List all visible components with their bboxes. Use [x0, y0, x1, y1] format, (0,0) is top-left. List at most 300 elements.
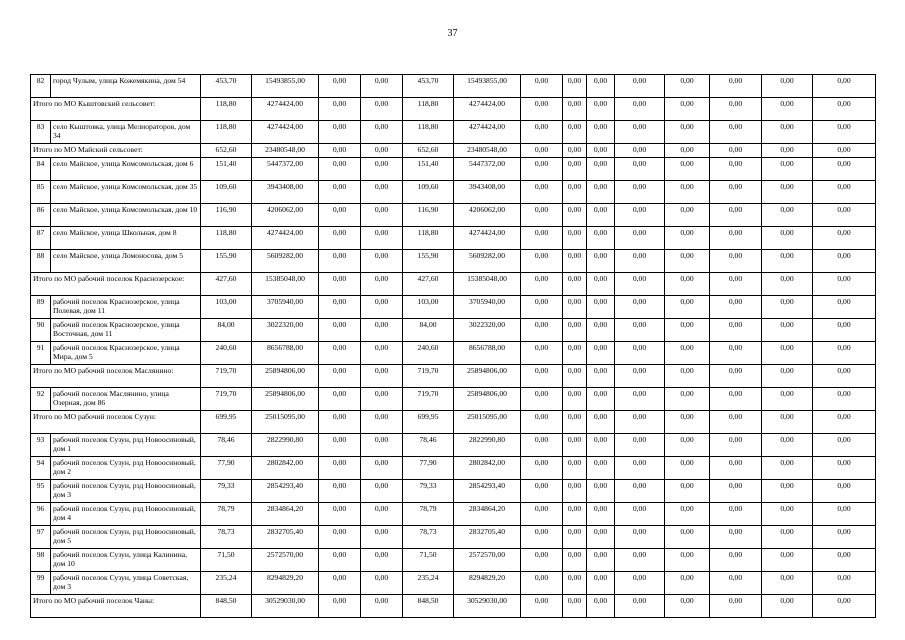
row-number: 98 — [31, 549, 51, 572]
value-cell: 0,00 — [361, 227, 403, 250]
value-cell: 235,24 — [201, 572, 252, 595]
value-cell: 0,00 — [319, 526, 361, 549]
value-cell: 0,00 — [665, 296, 710, 319]
value-cell: 0,00 — [665, 227, 710, 250]
value-cell: 652,60 — [403, 144, 454, 158]
value-cell: 0,00 — [563, 98, 587, 121]
value-cell: 155,90 — [201, 250, 252, 273]
value-cell: 0,00 — [665, 480, 710, 503]
value-cell: 0,00 — [615, 434, 665, 457]
value-cell: 0,00 — [587, 365, 615, 388]
value-cell: 0,00 — [319, 388, 361, 411]
value-cell: 0,00 — [361, 503, 403, 526]
value-cell: 0,00 — [665, 204, 710, 227]
table-row — [31, 388, 876, 411]
value-cell: 0,00 — [361, 595, 403, 618]
value-cell: 30529030,00 — [252, 595, 319, 618]
value-cell: 0,00 — [587, 158, 615, 181]
value-cell: 0,00 — [615, 296, 665, 319]
value-cell: 0,00 — [665, 365, 710, 388]
value-cell: 4274424,00 — [252, 227, 319, 250]
value-cell: 0,00 — [563, 273, 587, 296]
value-cell: 0,00 — [521, 342, 563, 365]
row-number: 95 — [31, 480, 51, 503]
address-cell: рабочий поселок Краснозерское, улица Полевая, дом 11 — [51, 296, 201, 319]
value-cell: 0,00 — [710, 296, 762, 319]
value-cell: 4274424,00 — [454, 98, 521, 121]
address-cell: рабочий поселок Сузун, рзд Новоосиновый, дом 1 — [51, 434, 201, 457]
value-cell: 699,95 — [201, 411, 252, 434]
value-cell: 3943408,00 — [454, 181, 521, 204]
table-row — [31, 549, 876, 572]
value-cell: 151,40 — [403, 158, 454, 181]
value-cell: 2854293,40 — [454, 480, 521, 503]
value-cell: 427,60 — [403, 273, 454, 296]
value-cell: 0,00 — [762, 365, 813, 388]
value-cell: 2854293,40 — [252, 480, 319, 503]
value-cell: 0,00 — [813, 411, 876, 434]
value-cell: 4274424,00 — [252, 121, 319, 144]
value-cell: 848,50 — [201, 595, 252, 618]
value-cell: 0,00 — [615, 457, 665, 480]
value-cell: 0,00 — [521, 204, 563, 227]
value-cell: 0,00 — [665, 342, 710, 365]
address-cell: село Майское, улица Комсомольская, дом 35 — [51, 181, 201, 204]
value-cell: 8294829,20 — [252, 572, 319, 595]
value-cell: 0,00 — [665, 144, 710, 158]
value-cell: 0,00 — [615, 411, 665, 434]
value-cell: 0,00 — [615, 121, 665, 144]
value-cell: 0,00 — [521, 457, 563, 480]
value-cell: 0,00 — [319, 342, 361, 365]
row-number: 97 — [31, 526, 51, 549]
value-cell: 0,00 — [361, 549, 403, 572]
address-cell: рабочий поселок Сузун, улица Калинина, дом 10 — [51, 549, 201, 572]
subtotal-label: Итого по МО рабочий поселок Чаны: — [31, 595, 201, 618]
value-cell: 0,00 — [361, 158, 403, 181]
value-cell: 0,00 — [615, 250, 665, 273]
table-body — [31, 75, 876, 618]
value-cell: 3705940,00 — [454, 296, 521, 319]
value-cell: 719,70 — [403, 365, 454, 388]
value-cell: 0,00 — [361, 250, 403, 273]
value-cell: 240,60 — [403, 342, 454, 365]
value-cell: 0,00 — [521, 365, 563, 388]
value-cell: 0,00 — [762, 480, 813, 503]
value-cell: 0,00 — [319, 227, 361, 250]
subtotal-label: Итого по МО Майский сельсовет: — [31, 144, 201, 158]
value-cell: 0,00 — [813, 457, 876, 480]
value-cell: 0,00 — [762, 595, 813, 618]
value-cell: 118,80 — [403, 98, 454, 121]
value-cell: 0,00 — [563, 388, 587, 411]
value-cell: 0,00 — [762, 250, 813, 273]
row-number: 85 — [31, 181, 51, 204]
row-number: 84 — [31, 158, 51, 181]
value-cell: 0,00 — [319, 158, 361, 181]
value-cell: 0,00 — [563, 457, 587, 480]
value-cell: 0,00 — [710, 434, 762, 457]
value-cell: 71,50 — [201, 549, 252, 572]
value-cell: 0,00 — [587, 181, 615, 204]
value-cell: 0,00 — [615, 204, 665, 227]
value-cell: 0,00 — [319, 121, 361, 144]
value-cell: 0,00 — [813, 273, 876, 296]
table-row — [31, 457, 876, 480]
table-row — [31, 434, 876, 457]
table-row — [31, 158, 876, 181]
address-cell: рабочий поселок Сузун, рзд Новоосиновый, дом 2 — [51, 457, 201, 480]
value-cell: 2832705,40 — [252, 526, 319, 549]
value-cell: 848,50 — [403, 595, 454, 618]
value-cell: 0,00 — [319, 457, 361, 480]
value-cell: 3022320,00 — [454, 319, 521, 342]
value-cell: 15385048,00 — [252, 273, 319, 296]
value-cell: 0,00 — [361, 480, 403, 503]
subtotal-row — [31, 411, 876, 434]
value-cell: 0,00 — [563, 250, 587, 273]
value-cell: 0,00 — [319, 319, 361, 342]
value-cell: 109,60 — [201, 181, 252, 204]
value-cell: 118,80 — [201, 98, 252, 121]
value-cell: 0,00 — [521, 411, 563, 434]
value-cell: 103,00 — [403, 296, 454, 319]
value-cell: 0,00 — [665, 121, 710, 144]
value-cell: 25015095,00 — [252, 411, 319, 434]
value-cell: 0,00 — [710, 144, 762, 158]
subtotal-row — [31, 98, 876, 121]
value-cell: 0,00 — [813, 181, 876, 204]
value-cell: 240,60 — [201, 342, 252, 365]
value-cell: 0,00 — [710, 457, 762, 480]
value-cell: 0,00 — [319, 296, 361, 319]
table-row — [31, 526, 876, 549]
value-cell: 151,40 — [201, 158, 252, 181]
address-cell: рабочий поселок Сузун, рзд Новоосиновый, дом 5 — [51, 526, 201, 549]
value-cell: 4274424,00 — [454, 227, 521, 250]
value-cell: 0,00 — [587, 526, 615, 549]
value-cell: 0,00 — [813, 434, 876, 457]
value-cell: 0,00 — [587, 595, 615, 618]
value-cell: 0,00 — [563, 181, 587, 204]
subtotal-label: Итого по МО рабочий поселок Маслянино: — [31, 365, 201, 388]
value-cell: 79,33 — [201, 480, 252, 503]
value-cell: 3943408,00 — [252, 181, 319, 204]
value-cell: 15493855,00 — [454, 75, 521, 98]
value-cell: 0,00 — [319, 250, 361, 273]
value-cell: 0,00 — [587, 250, 615, 273]
value-cell: 0,00 — [710, 388, 762, 411]
value-cell: 0,00 — [710, 181, 762, 204]
value-cell: 0,00 — [710, 342, 762, 365]
value-cell: 0,00 — [587, 549, 615, 572]
value-cell: 0,00 — [361, 296, 403, 319]
value-cell: 0,00 — [710, 549, 762, 572]
value-cell: 0,00 — [563, 319, 587, 342]
value-cell: 0,00 — [665, 595, 710, 618]
value-cell: 0,00 — [762, 98, 813, 121]
value-cell: 0,00 — [762, 572, 813, 595]
address-cell: город Чулым, улица Кожемякина, дом 54 — [51, 75, 201, 98]
table-row — [31, 503, 876, 526]
value-cell: 0,00 — [587, 227, 615, 250]
value-cell: 652,60 — [201, 144, 252, 158]
subtotal-label: Итого по МО рабочий поселок Краснозерское: — [31, 273, 201, 296]
value-cell: 0,00 — [710, 75, 762, 98]
address-cell: село Майское, улица Ломоносова, дом 5 — [51, 250, 201, 273]
value-cell: 0,00 — [521, 158, 563, 181]
value-cell: 0,00 — [563, 227, 587, 250]
value-cell: 0,00 — [665, 158, 710, 181]
table-row — [31, 480, 876, 503]
table-row — [31, 250, 876, 273]
value-cell: 0,00 — [762, 457, 813, 480]
value-cell: 0,00 — [587, 572, 615, 595]
value-cell: 8656788,00 — [252, 342, 319, 365]
value-cell: 0,00 — [521, 480, 563, 503]
value-cell: 0,00 — [361, 572, 403, 595]
value-cell: 0,00 — [587, 98, 615, 121]
value-cell: 0,00 — [563, 296, 587, 319]
value-cell: 0,00 — [361, 434, 403, 457]
value-cell: 0,00 — [710, 526, 762, 549]
value-cell: 0,00 — [615, 342, 665, 365]
value-cell: 4274424,00 — [252, 98, 319, 121]
value-cell: 0,00 — [587, 434, 615, 457]
value-cell: 0,00 — [521, 319, 563, 342]
value-cell: 235,24 — [403, 572, 454, 595]
row-number: 88 — [31, 250, 51, 273]
value-cell: 0,00 — [813, 227, 876, 250]
value-cell: 118,80 — [201, 121, 252, 144]
value-cell: 0,00 — [813, 319, 876, 342]
value-cell: 0,00 — [813, 549, 876, 572]
value-cell: 8294829,20 — [454, 572, 521, 595]
value-cell: 25894806,00 — [454, 388, 521, 411]
value-cell: 0,00 — [762, 434, 813, 457]
value-cell: 0,00 — [563, 572, 587, 595]
value-cell: 78,73 — [403, 526, 454, 549]
value-cell: 0,00 — [813, 388, 876, 411]
value-cell: 25894806,00 — [252, 365, 319, 388]
row-number: 94 — [31, 457, 51, 480]
table-row — [31, 181, 876, 204]
value-cell: 2834864,20 — [454, 503, 521, 526]
value-cell: 0,00 — [665, 434, 710, 457]
value-cell: 0,00 — [813, 98, 876, 121]
value-cell: 0,00 — [813, 250, 876, 273]
value-cell: 0,00 — [587, 273, 615, 296]
value-cell: 0,00 — [710, 204, 762, 227]
value-cell: 0,00 — [813, 75, 876, 98]
value-cell: 453,70 — [201, 75, 252, 98]
value-cell: 25015095,00 — [454, 411, 521, 434]
value-cell: 5447372,00 — [454, 158, 521, 181]
value-cell: 23480548,00 — [252, 144, 319, 158]
value-cell: 0,00 — [665, 273, 710, 296]
value-cell: 0,00 — [563, 144, 587, 158]
value-cell: 15493855,00 — [252, 75, 319, 98]
value-cell: 0,00 — [762, 273, 813, 296]
table-row — [31, 296, 876, 319]
value-cell: 0,00 — [762, 342, 813, 365]
value-cell: 103,00 — [201, 296, 252, 319]
value-cell: 0,00 — [319, 572, 361, 595]
value-cell: 0,00 — [615, 273, 665, 296]
value-cell: 0,00 — [665, 75, 710, 98]
value-cell: 0,00 — [563, 503, 587, 526]
value-cell: 719,70 — [403, 388, 454, 411]
value-cell: 0,00 — [361, 319, 403, 342]
subtotal-row — [31, 273, 876, 296]
value-cell: 0,00 — [710, 503, 762, 526]
value-cell: 0,00 — [521, 98, 563, 121]
value-cell: 0,00 — [361, 411, 403, 434]
value-cell: 8656788,00 — [454, 342, 521, 365]
subtotal-row — [31, 144, 876, 158]
row-number: 99 — [31, 572, 51, 595]
value-cell: 0,00 — [361, 121, 403, 144]
row-number: 92 — [31, 388, 51, 411]
row-number: 83 — [31, 121, 51, 144]
value-cell: 5609282,00 — [252, 250, 319, 273]
value-cell: 0,00 — [665, 572, 710, 595]
value-cell: 0,00 — [615, 503, 665, 526]
value-cell: 0,00 — [319, 365, 361, 388]
value-cell: 0,00 — [762, 503, 813, 526]
value-cell: 0,00 — [361, 526, 403, 549]
value-cell: 0,00 — [615, 319, 665, 342]
value-cell: 0,00 — [762, 144, 813, 158]
table-row — [31, 75, 876, 98]
value-cell: 0,00 — [615, 365, 665, 388]
value-cell: 699,95 — [403, 411, 454, 434]
value-cell: 0,00 — [521, 121, 563, 144]
row-number: 91 — [31, 342, 51, 365]
value-cell: 0,00 — [563, 480, 587, 503]
value-cell: 78,46 — [403, 434, 454, 457]
value-cell: 0,00 — [587, 121, 615, 144]
value-cell: 0,00 — [563, 204, 587, 227]
value-cell: 0,00 — [813, 572, 876, 595]
value-cell: 0,00 — [521, 296, 563, 319]
value-cell: 0,00 — [615, 158, 665, 181]
value-cell: 0,00 — [563, 526, 587, 549]
value-cell: 0,00 — [521, 181, 563, 204]
value-cell: 0,00 — [319, 503, 361, 526]
value-cell: 84,00 — [201, 319, 252, 342]
value-cell: 0,00 — [762, 204, 813, 227]
value-cell: 0,00 — [762, 388, 813, 411]
value-cell: 77,90 — [403, 457, 454, 480]
value-cell: 0,00 — [361, 273, 403, 296]
value-cell: 0,00 — [665, 98, 710, 121]
value-cell: 0,00 — [319, 595, 361, 618]
value-cell: 0,00 — [521, 273, 563, 296]
value-cell: 0,00 — [615, 98, 665, 121]
value-cell: 0,00 — [710, 250, 762, 273]
value-cell: 0,00 — [615, 227, 665, 250]
value-cell: 0,00 — [587, 144, 615, 158]
value-cell: 0,00 — [710, 319, 762, 342]
value-cell: 0,00 — [319, 98, 361, 121]
value-cell: 0,00 — [813, 296, 876, 319]
value-cell: 0,00 — [813, 365, 876, 388]
value-cell: 116,90 — [403, 204, 454, 227]
value-cell: 0,00 — [563, 434, 587, 457]
value-cell: 0,00 — [615, 75, 665, 98]
value-cell: 0,00 — [319, 181, 361, 204]
value-cell: 0,00 — [361, 457, 403, 480]
value-cell: 0,00 — [710, 365, 762, 388]
value-cell: 0,00 — [813, 204, 876, 227]
address-cell: рабочий поселок Сузун, улица Советская, дом 3 — [51, 572, 201, 595]
value-cell: 109,60 — [403, 181, 454, 204]
value-cell: 0,00 — [563, 365, 587, 388]
value-cell: 427,60 — [201, 273, 252, 296]
row-number: 89 — [31, 296, 51, 319]
value-cell: 0,00 — [361, 204, 403, 227]
value-cell: 0,00 — [361, 98, 403, 121]
value-cell: 0,00 — [563, 121, 587, 144]
value-cell: 71,50 — [403, 549, 454, 572]
value-cell: 0,00 — [563, 75, 587, 98]
subtotal-label: Итого по МО рабочий поселок Сузун: — [31, 411, 201, 434]
value-cell: 0,00 — [665, 411, 710, 434]
value-cell: 0,00 — [710, 572, 762, 595]
row-number: 90 — [31, 319, 51, 342]
value-cell: 25894806,00 — [454, 365, 521, 388]
subtotal-label: Итого по МО Кыштовский сельсовет: — [31, 98, 201, 121]
value-cell: 0,00 — [521, 75, 563, 98]
value-cell: 2572570,00 — [454, 549, 521, 572]
row-number: 82 — [31, 75, 51, 98]
value-cell: 78,79 — [403, 503, 454, 526]
value-cell: 0,00 — [361, 342, 403, 365]
value-cell: 0,00 — [563, 158, 587, 181]
value-cell: 0,00 — [813, 144, 876, 158]
value-cell: 0,00 — [762, 121, 813, 144]
value-cell: 116,90 — [201, 204, 252, 227]
value-cell: 0,00 — [615, 181, 665, 204]
value-cell: 0,00 — [319, 480, 361, 503]
value-cell: 0,00 — [587, 457, 615, 480]
value-cell: 0,00 — [361, 144, 403, 158]
value-cell: 0,00 — [521, 144, 563, 158]
value-cell: 0,00 — [319, 144, 361, 158]
value-cell: 0,00 — [710, 158, 762, 181]
row-number: 86 — [31, 204, 51, 227]
value-cell: 0,00 — [587, 342, 615, 365]
value-cell: 0,00 — [563, 595, 587, 618]
row-number: 96 — [31, 503, 51, 526]
value-cell: 84,00 — [403, 319, 454, 342]
value-cell: 0,00 — [521, 549, 563, 572]
value-cell: 0,00 — [361, 181, 403, 204]
value-cell: 0,00 — [665, 181, 710, 204]
value-cell: 0,00 — [813, 595, 876, 618]
value-cell: 0,00 — [521, 595, 563, 618]
subtotal-row — [31, 595, 876, 618]
value-cell: 79,33 — [403, 480, 454, 503]
value-cell: 0,00 — [710, 480, 762, 503]
value-cell: 453,70 — [403, 75, 454, 98]
value-cell: 0,00 — [665, 549, 710, 572]
value-cell: 0,00 — [319, 549, 361, 572]
value-cell: 0,00 — [563, 549, 587, 572]
value-cell: 0,00 — [361, 365, 403, 388]
value-cell: 0,00 — [615, 526, 665, 549]
